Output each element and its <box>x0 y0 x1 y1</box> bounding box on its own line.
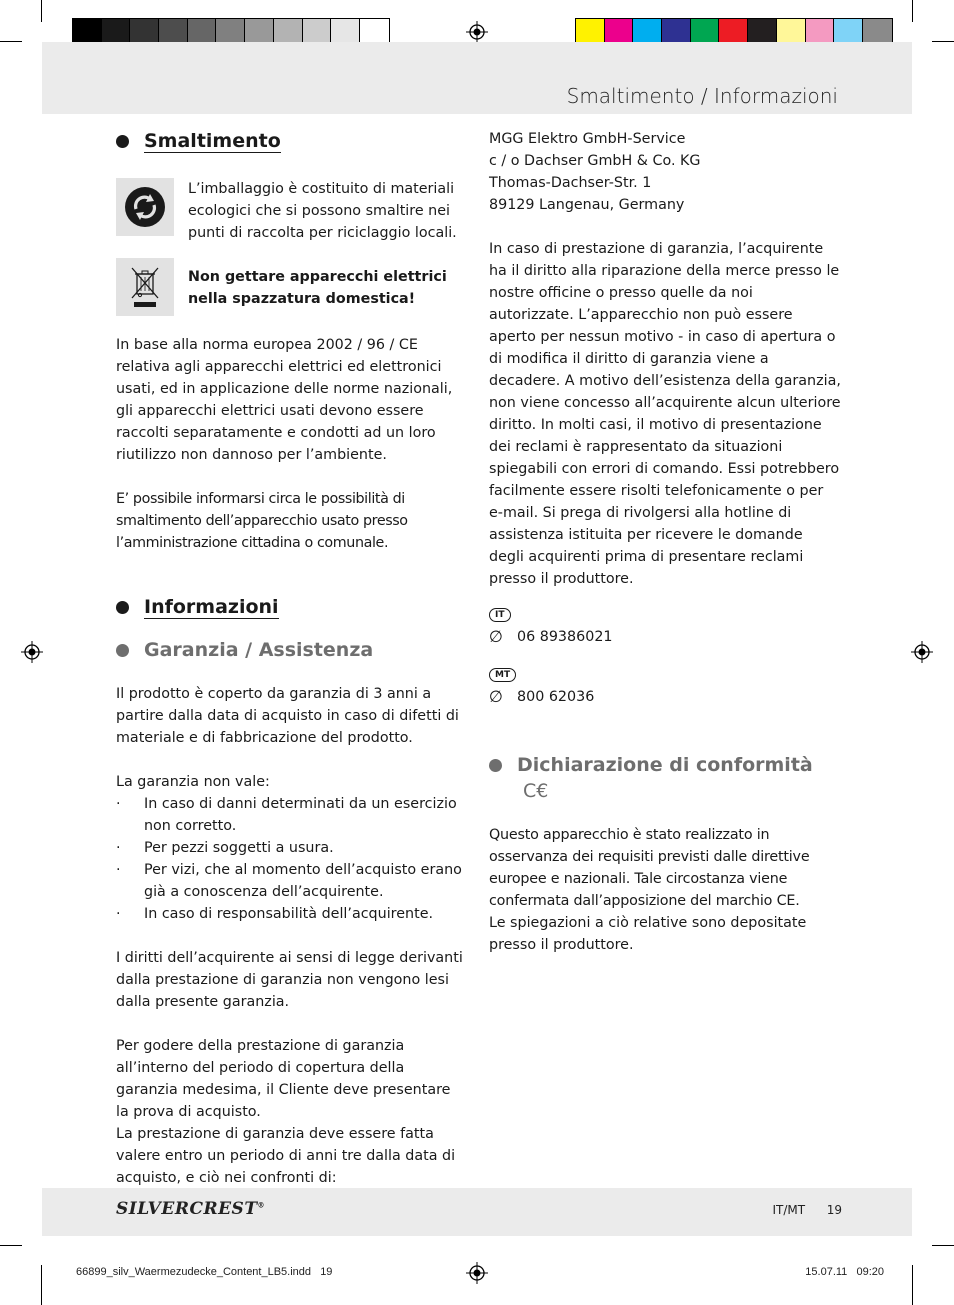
phone-icon: ∅ <box>489 627 503 646</box>
hotline-it <box>489 598 841 650</box>
proof-of-purchase-paragraph: Per godere della prestazione di garanzia all’interno del periodo di copertura della garanzia medesima, il Cliente deve presentare la prova di acquisto. <box>116 1038 451 1120</box>
registration-mark-icon <box>21 641 43 663</box>
hotline-number: 06 89386021 <box>517 629 613 645</box>
address-line: Thomas-Dachser-Str. 1 <box>489 175 652 191</box>
hotline-mt <box>489 658 841 710</box>
list-item: · In caso di danni determinati da un esercizio non corretto. <box>116 793 466 837</box>
address-line: 89129 Langenau, Germany <box>489 197 685 213</box>
section-heading-garanzia: Garanzia / Assistenza <box>116 637 466 663</box>
list-item: · In caso di responsabilità dell’acquirente. <box>116 903 466 925</box>
address-line: MGG Elektro GmbH-Service <box>489 131 686 147</box>
page-title: Smaltimento / Informazioni <box>566 84 838 108</box>
crop-mark <box>41 1265 42 1305</box>
conformity-paragraph: Questo apparecchio è stato realizzato in osservanza dei requisiti previsti dalle direttive europee e nazionali. Tale circostanza viene confermata dall’apposizione del marchio CE. <box>489 827 810 909</box>
page-number: 19 <box>826 1203 842 1217</box>
page-info <box>772 1203 842 1217</box>
brand-logo: SILVERCREST® <box>116 1199 265 1219</box>
recycle-text: L’imballaggio è costituito di materiali ecologici che si possono smaltire nei punti di raccolta per riciclaggio locali. <box>188 181 457 241</box>
repair-rights-paragraph: In caso di prestazione di garanzia, l’acquirente ha il diritto alla riparazione della merce presso le nostre officine o presso quelle da noi autorizzate. L’apparecchio non può essere aperto per nessun motivo - in caso di apertura o di modifica il diritto di garanzia viene a decadere. A motivo dell’esistenza della garanzia, non viene concesso all’acquirente alcun ulteriore diritto. In molti casi, il motivo di presentazione dei reclami è rappresentato da situazioni spiegabili con errori di comando. Essi potrebbero facilmente essere risolti telefonicamente o per e-mail. Si prega di rivolgersi alla hotline di assistenza istituita per ricevere le domande degli acquirenti prima di presentare reclami presso il produttore. <box>489 241 841 587</box>
crop-mark <box>0 1245 22 1246</box>
slug-filename: 66899_silv_Waermezudecke_Content_LB5.indd 19 <box>76 1266 333 1278</box>
right-column <box>489 128 841 956</box>
disposal-info-paragraph: E’ possibile informarsi circa le possibilità di smaltimento dell’apparecchio usato presso l’amministrazione cittadina o comunale. <box>116 491 408 551</box>
service-address <box>489 128 841 216</box>
crop-mark <box>932 41 954 42</box>
crop-mark <box>932 1245 954 1246</box>
crop-mark <box>912 0 913 22</box>
weee-warning: Non gettare apparecchi elettrici nella spazzatura domestica! <box>188 269 447 307</box>
crop-mark <box>0 41 22 42</box>
address-line: c / o Dachser GmbH & Co. KG <box>489 153 701 169</box>
buyer-rights-paragraph: I diritti dell’acquirente ai sensi di legge derivanti dalla prestazione di garanzia non vengono lesi dalla presente garanzia. <box>116 950 463 1010</box>
country-tag: IT <box>489 608 511 622</box>
recycle-notice <box>116 178 466 244</box>
section-heading-conformita: Dichiarazione di conformità C€ <box>489 752 841 804</box>
language-code: IT/MT <box>772 1203 806 1217</box>
registration-mark-icon <box>466 21 488 43</box>
registration-mark-icon <box>466 1262 488 1284</box>
phone-icon: ∅ <box>489 687 503 706</box>
weee-notice <box>116 258 466 316</box>
slug-datetime: 15.07.11 09:20 <box>805 1266 884 1278</box>
section-heading-informazioni: Informazioni <box>116 594 466 620</box>
section-heading-smaltimento: Smaltimento <box>116 128 466 154</box>
country-tag: MT <box>489 668 516 682</box>
left-column <box>116 128 466 1189</box>
conformity-documents-paragraph: Le spiegazioni a ciò relative sono depositate presso il produttore. <box>489 915 807 953</box>
crop-mark <box>41 0 42 22</box>
crop-mark <box>912 1265 913 1305</box>
registration-mark-icon <box>911 641 933 663</box>
list-item: · Per pezzi soggetti a usura. <box>116 837 466 859</box>
warranty-claim-paragraph: La prestazione di garanzia deve essere fatta valere entro un periodo di anni tre dalla data di acquisto, e ciò nei confronti di: <box>116 1126 456 1186</box>
crossed-bin-icon <box>116 258 174 316</box>
warranty-exclusions-intro: La garanzia non vale: <box>116 774 270 790</box>
weee-directive-paragraph: In base alla norma europea 2002 / 96 / CE relativa agli apparecchi elettrici ed elettronici usati, ed in applicazione delle norme nazionali, gli apparecchi elettrici usati devono essere raccolti separatamente e condotti ad un loro riutilizzo non dannoso per l’ambiente. <box>116 337 453 463</box>
hotline-number: 800 62036 <box>517 689 595 705</box>
warranty-paragraph: Il prodotto è coperto da garanzia di 3 anni a partire dalla data di acquisto in caso di difetti di materiale e di fabbricazione del prodotto. <box>116 686 459 746</box>
list-item: · Per vizi, che al momento dell’acquisto erano già a conoscenza dell’acquirente. <box>116 859 466 903</box>
recycle-icon <box>116 178 174 236</box>
ce-mark-icon: C€ <box>523 780 549 802</box>
